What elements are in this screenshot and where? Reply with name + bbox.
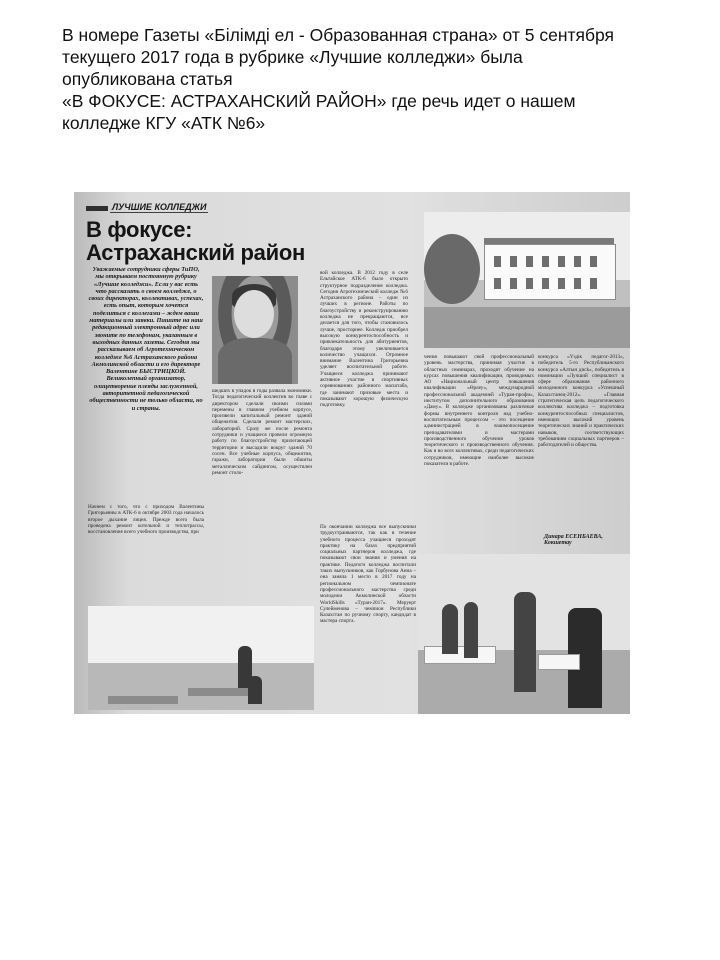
photo-table <box>538 654 580 670</box>
caption-line-4: «В ФОКУСЕ: АСТРАХАНСКИЙ РАЙОН» где речь идет о нашем <box>62 91 576 111</box>
director-portrait-photo <box>212 276 298 384</box>
article-intro: Уважаемые сотрудники сферы ТиПО, мы открываем постоянную рубрику «Лучшие колледжи». Если у вас есть что рассказать о своем колледже, о своих директорах, коллективах, успехах, есть опыт, которым хочется поделиться с коллегами – ждем ваши материалы или заявки. Пишите на наш редакционный электронный адрес или звоните по телефонам, указанным в выходных данных газеты. Сегодня мы рассказываем об Агротехническом колледже №6 Астраханского района Акмолинской области и его директоре Валентине БЫСТРИЦКОЙ. Великолепный организатор, олицетворение плеяды заслуженной, авторитетной педагогической общественности не только области, но и страны. <box>88 266 204 412</box>
article-column-f: конкурса «Үздік педагог-2013», победитель 5-го Республиканского конкурса «Алтын дисk», победитель в номинации «Лучший специалист в сфере образования районного молодежного конкурса «Успешный Казахстанец-2012». «Главная стратегическая цель педагогического коллектива колледжа – подготовка конкурентоспособных специалистов, имеющих высокий уровень теоретических знаний и практических навыков, соответствующих требованиям социальных партнеров – работодателей и общества. <box>538 354 624 449</box>
article-column-c: вой колледжа. В 2012 году в селе Ельтайское АТК-6 было открыто структурное подразделение колледжа. Сегодня Агротехнический колледж №6 Астраханского района – один из лучших в регионе. Работы по благоустройству и реконструированию колледжа не прекращаются, все делается для того, чтобы становилось лучше, просторнее. Колледж приобрел высокую конкурентоспособность и привлекательность для абитуриентов, благодаря этому увеличивается количество учащихся. Огромное внимание Валентина Григорьевна уделяет воспитательной работе. Учащиеся колледжа принимают активное участие в спортивных соревнованиях районного масштаба, где занимают призовые места и показывают хорошую физическую подготовку. <box>320 270 408 409</box>
caption-line-5: колледже КГУ «АТК №6» <box>62 113 266 133</box>
photo-table <box>424 646 496 664</box>
photo-window <box>494 256 501 267</box>
headline-line-1: В фокусе: <box>86 217 193 242</box>
photo-window <box>558 278 565 289</box>
photo-window <box>510 256 517 267</box>
headline-line-2: Астраханский район <box>86 240 305 265</box>
photo-window <box>542 256 549 267</box>
photo-window <box>574 256 581 267</box>
event-photo <box>418 554 630 714</box>
article-headline <box>86 218 305 264</box>
photo-person <box>464 602 478 658</box>
photo-window <box>526 278 533 289</box>
photo-window <box>558 256 565 267</box>
rubric-marker <box>86 206 108 211</box>
rubric-label: ЛУЧШИЕ КОЛЛЕДЖИ <box>112 202 207 212</box>
photo-facade <box>484 244 616 300</box>
photo-window <box>542 278 549 289</box>
portrait-face <box>234 290 274 338</box>
slide-caption <box>62 24 702 134</box>
photo-figure <box>248 676 262 704</box>
photo-person <box>442 604 458 654</box>
portrait-shirt <box>218 338 292 384</box>
caption-line-3: опубликована статья <box>62 69 233 89</box>
article-column-d: По окончании колледжа все выпускники трудоустраиваются, так как в течение учебного процесса учащиеся проходят практику на базах предприятий социальных партнеров колледжа, где показывают свои знания и умения на практике. Педагоги колледжа воспитали таких выпускников, как Горбунова Анна – она заняла 1 место в 2017 году на региональном чемпионате профессионального мастерства среди молодежи Акмолинской области WorldSkills «Туран-2017». Меруерт Сулейменова – чемпион Республики Казахстан по ручному спорту, кандидат в мастера спорта. <box>320 524 416 625</box>
photo-tree <box>424 234 480 304</box>
article-column-b: шедших в упадок в годы развала экономики. Тогда педагогический коллектив во главе с директором сделали своими силами перемены в главном учебном корпусе, произвели капитальный ремонт зданий общежития. Сделали ремонт мастерских, лабораторий. Сразу же после ремонта сотрудники и учащиеся провели огромную работу по благоустройству прилегающей территории и высадили вокруг зданий 70 сосен. Все учебные корпуса, общежития, гаражи, лаборатории были обшиты металлическим сайдингом, осуществлен ремонт столо- <box>212 388 312 476</box>
photo-window <box>510 278 517 289</box>
photo-pallet <box>188 688 248 696</box>
newspaper-clipping <box>74 192 630 714</box>
article-signature: Динара ЕСЕНБАЕВА, Кокшетау <box>544 534 603 546</box>
photo-window <box>590 278 597 289</box>
college-building-photo <box>424 212 630 348</box>
caption-line-1: В номере Газеты «Білімді ел - Образованная страна» от 5 сентября <box>62 25 615 45</box>
photo-window <box>494 278 501 289</box>
photo-window <box>574 278 581 289</box>
article-column-e: чения повышают свой профессиональный уровень мастерства, принимая участие в областных семинарах, проходят обучение на курсах повышения квалификации, проводимых АО «Национальный центр повышения квалификации «Өрлеу», международной профессиональной академией «Туран-профи», институтом дополнительного образования «Даму». В колледже организованы различные формы внутреннего контроля над учебно-воспитательным процессом – это посещение администрацией в взаимопосещение преподавателями и мастерами производственного обучения уроков теоретического и производственного обучения. Как и во всех коллективах, среди педагогических сотрудников, имеющие наиболее высокие показатели в работе. <box>424 354 534 468</box>
caption-line-2: текущего 2017 года в рубрике «Лучшие колледжи» была <box>62 47 523 67</box>
workshop-photo <box>88 606 314 710</box>
photo-person <box>514 592 536 692</box>
photo-window <box>526 256 533 267</box>
photo-pallet <box>108 696 178 704</box>
photo-window <box>590 256 597 267</box>
article-column-a: Начнем с того, что с приходом Валентины Григорьевны в АТК-6 в октябре 2003 года началось второе дыхание лицея. Прежде всего была проведена ремонт котельной и теплотрассы, восстановление всего учебного производства, при <box>88 504 204 536</box>
